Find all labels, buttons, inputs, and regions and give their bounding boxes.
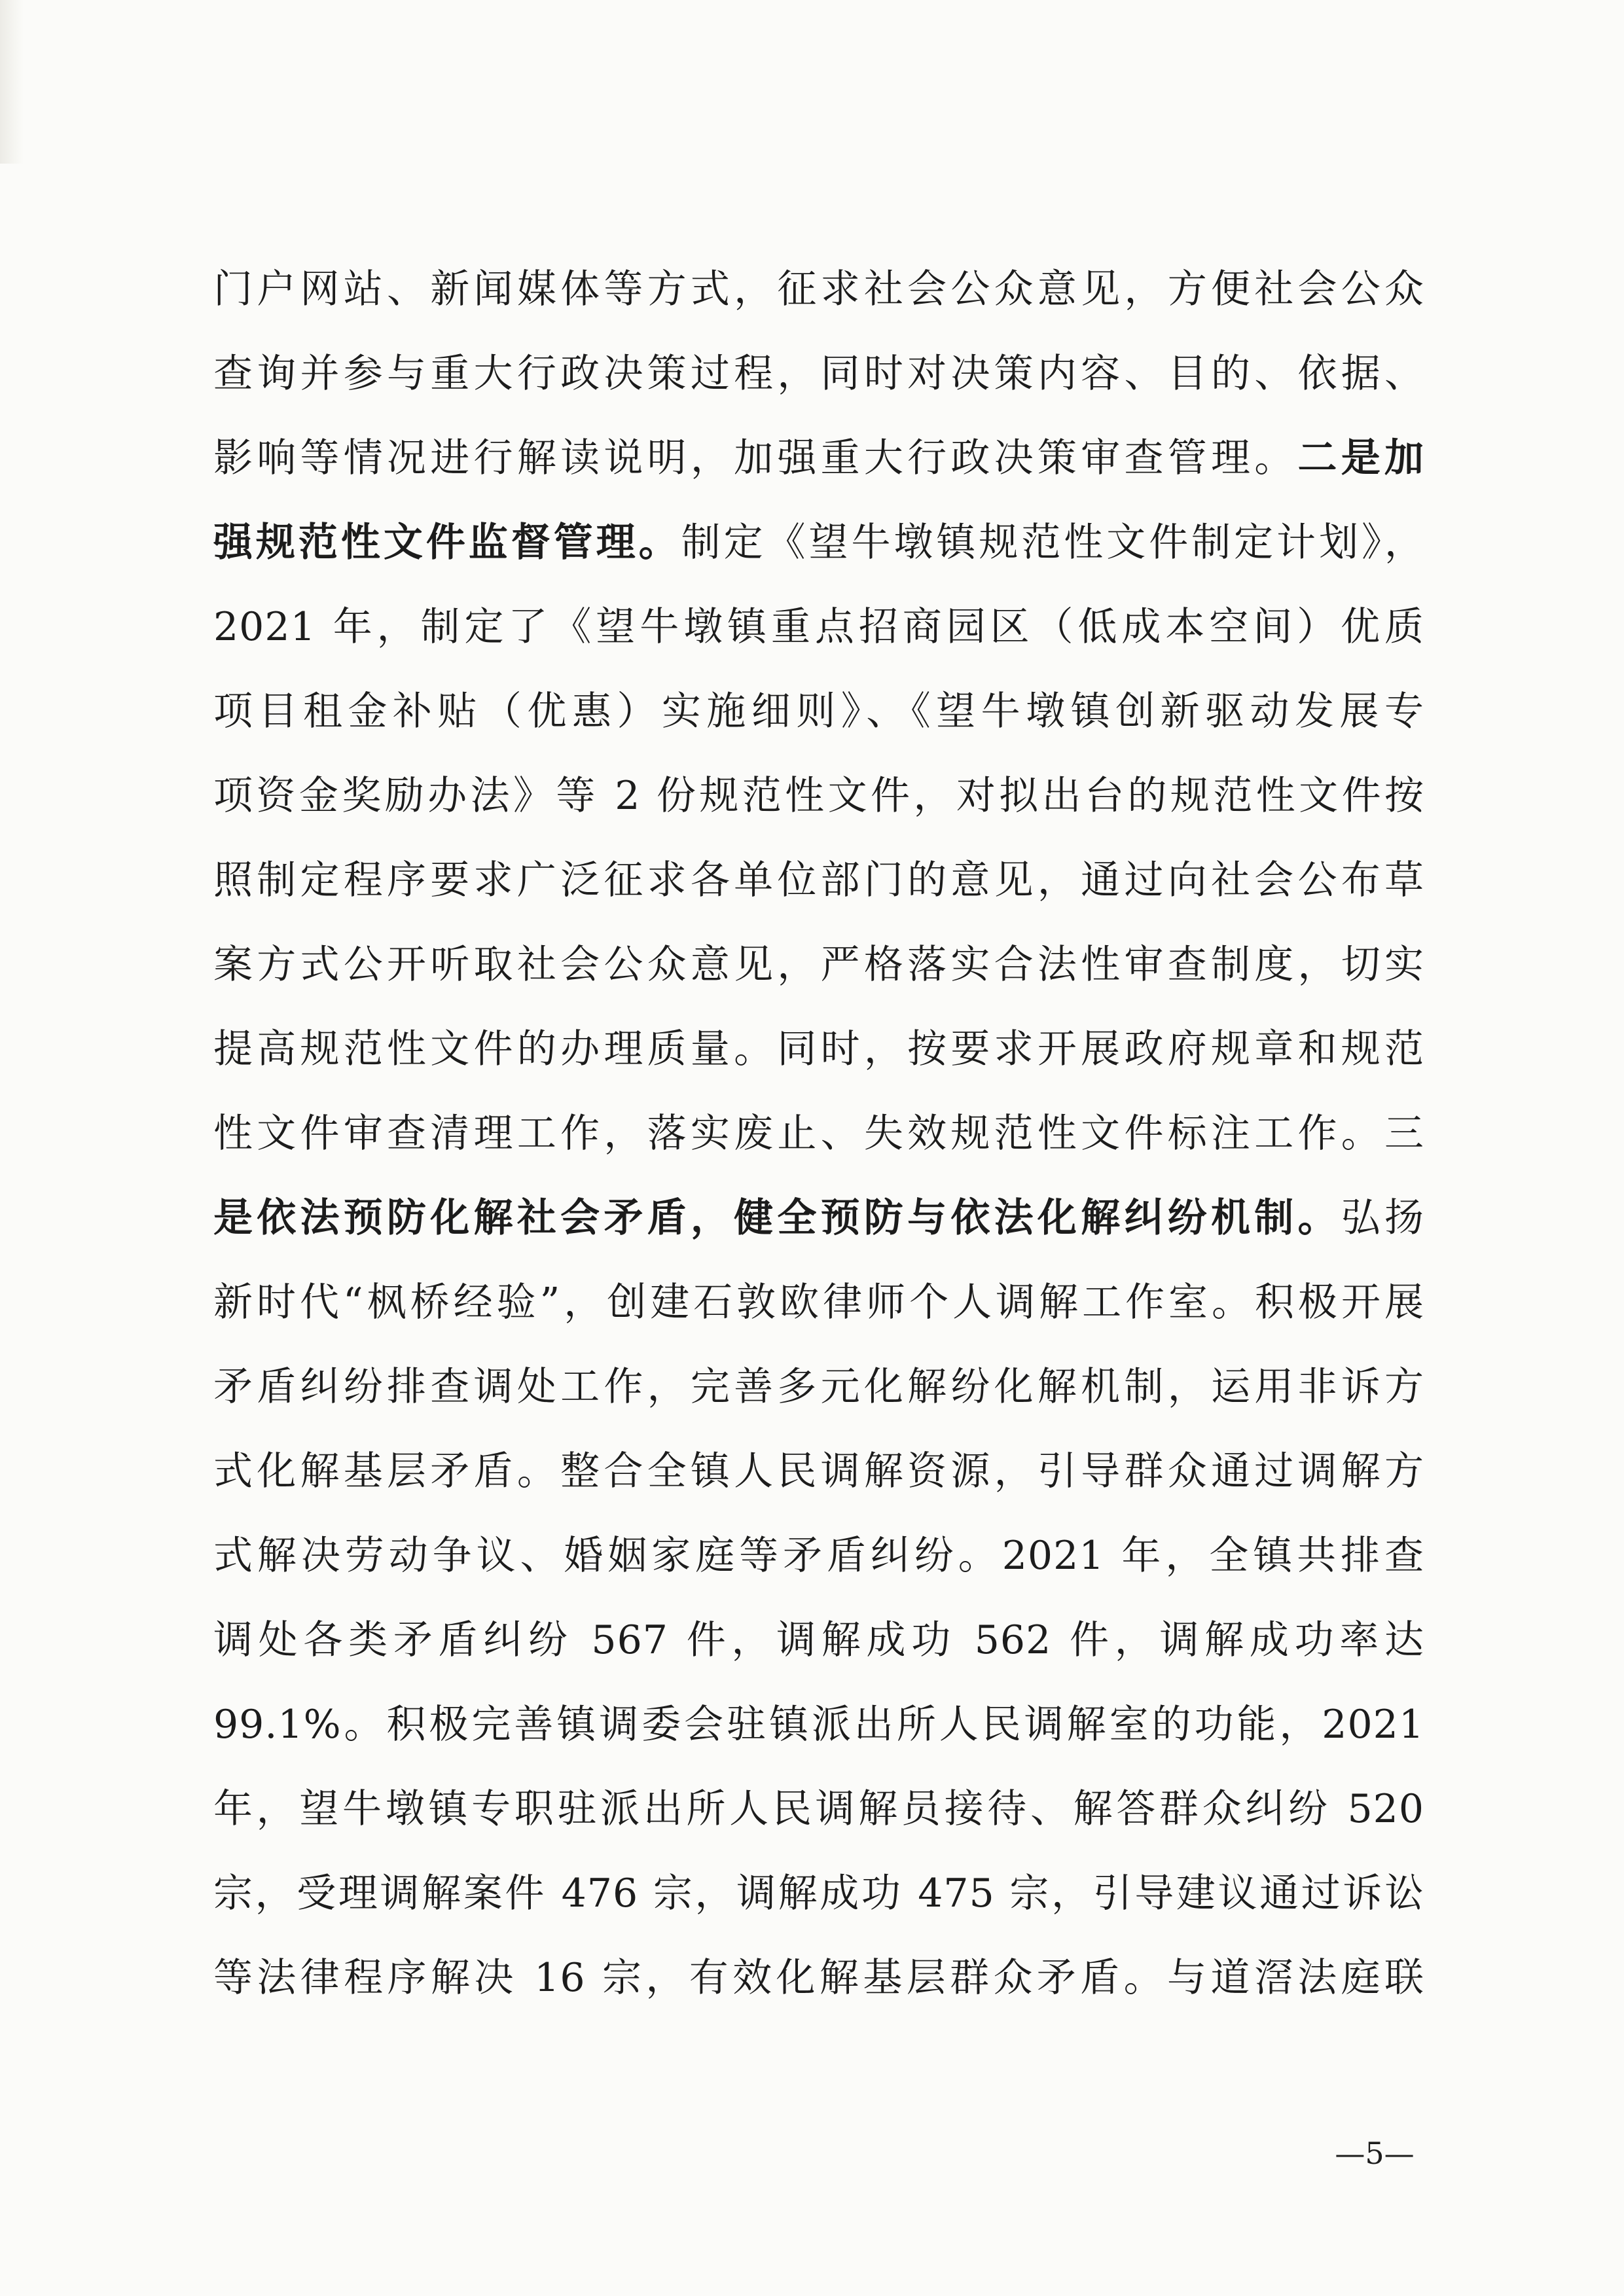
text-span: 影响等情况进行解读说明，加强重大行政决策审查管理。 (213, 435, 1298, 481)
bold-text-span: 是依法预防化解社会矛盾，健全预防与依法化解纠纷机制。 (213, 1195, 1341, 1241)
text-line (213, 1852, 1424, 1936)
text-span: 宗，受理调解案件 476 宗，调解成功 475 宗，引导建议通过诉讼 (213, 1871, 1424, 1916)
text-line (213, 1936, 1424, 2020)
text-span: 弘扬 (1341, 1195, 1425, 1241)
text-line (213, 1176, 1424, 1261)
text-span: 2021 年，制定了《望牛墩镇重点招商园区（低成本空间）优质 (213, 604, 1424, 650)
text-line (213, 1767, 1424, 1852)
text-span: 查询并参与重大行政决策过程，同时对决策内容、目的、依据、 (213, 351, 1424, 397)
text-span: 式化解基层矛盾。整合全镇人民调解资源，引导群众通过调解方 (213, 1448, 1424, 1494)
text-span: 提高规范性文件的办理质量。同时，按要求开展政府规章和规范 (213, 1026, 1424, 1072)
page-number: —5— (1335, 2136, 1415, 2171)
text-span: 矛盾纠纷排查调处工作，完善多元化解纷化解机制，运用非诉方 (213, 1364, 1424, 1410)
text-line (213, 1683, 1424, 1767)
text-span: 调处各类矛盾纠纷 567 件，调解成功 562 件，调解成功率达 (213, 1617, 1424, 1663)
text-span: 案方式公开听取社会公众意见，严格落实合法性审查制度，切实 (213, 942, 1424, 988)
text-line (213, 838, 1424, 923)
text-line (213, 1514, 1424, 1598)
text-line (213, 585, 1424, 670)
text-span: 新时代“枫桥经验”，创建石敦欧律师个人调解工作室。积极开展 (213, 1280, 1424, 1325)
bold-text-span: 二是加 (1297, 435, 1425, 481)
text-line (213, 1345, 1424, 1429)
text-span: 项目租金补贴（优惠）实施细则》、《望牛墩镇创新驱动发展专 (213, 689, 1424, 734)
text-span: 项资金奖励办法》等 2 份规范性文件，对拟出台的规范性文件按 (213, 773, 1424, 819)
text-line (213, 1007, 1424, 1092)
text-line (213, 754, 1424, 838)
text-line (213, 1429, 1424, 1514)
scan-edge-shadow (0, 0, 24, 164)
text-line (213, 1598, 1424, 1683)
text-line (213, 332, 1424, 416)
text-span: 照制定程序要求广泛征求各单位部门的意见，通过向社会公布草 (213, 857, 1424, 903)
text-span: 99.1%。积极完善镇调委会驻镇派出所人民调解室的功能，2021 (213, 1702, 1424, 1748)
text-span: 式解决劳动争议、婚姻家庭等矛盾纠纷。2021 年，全镇共排查 (213, 1533, 1424, 1579)
text-span: 制定《望牛墩镇规范性文件制定计划》， (681, 520, 1425, 565)
text-line (213, 1261, 1424, 1345)
text-line (213, 1092, 1424, 1176)
text-line (213, 501, 1424, 585)
body-text (213, 247, 1424, 2020)
text-line (213, 416, 1424, 501)
text-line (213, 670, 1424, 754)
text-span: 门户网站、新闻媒体等方式，征求社会公众意见，方便社会公众 (213, 266, 1424, 312)
text-span: 年，望牛墩镇专职驻派出所人民调解员接待、解答群众纠纷 520 (213, 1786, 1424, 1832)
text-span: 等法律程序解决 16 宗，有效化解基层群众矛盾。与道滘法庭联 (213, 1955, 1424, 2001)
text-span: 性文件审查清理工作，落实废止、失效规范性文件标注工作。三 (213, 1111, 1424, 1157)
bold-text-span: 强规范性文件监督管理。 (213, 520, 681, 565)
text-line (213, 923, 1424, 1007)
text-line (213, 247, 1424, 332)
